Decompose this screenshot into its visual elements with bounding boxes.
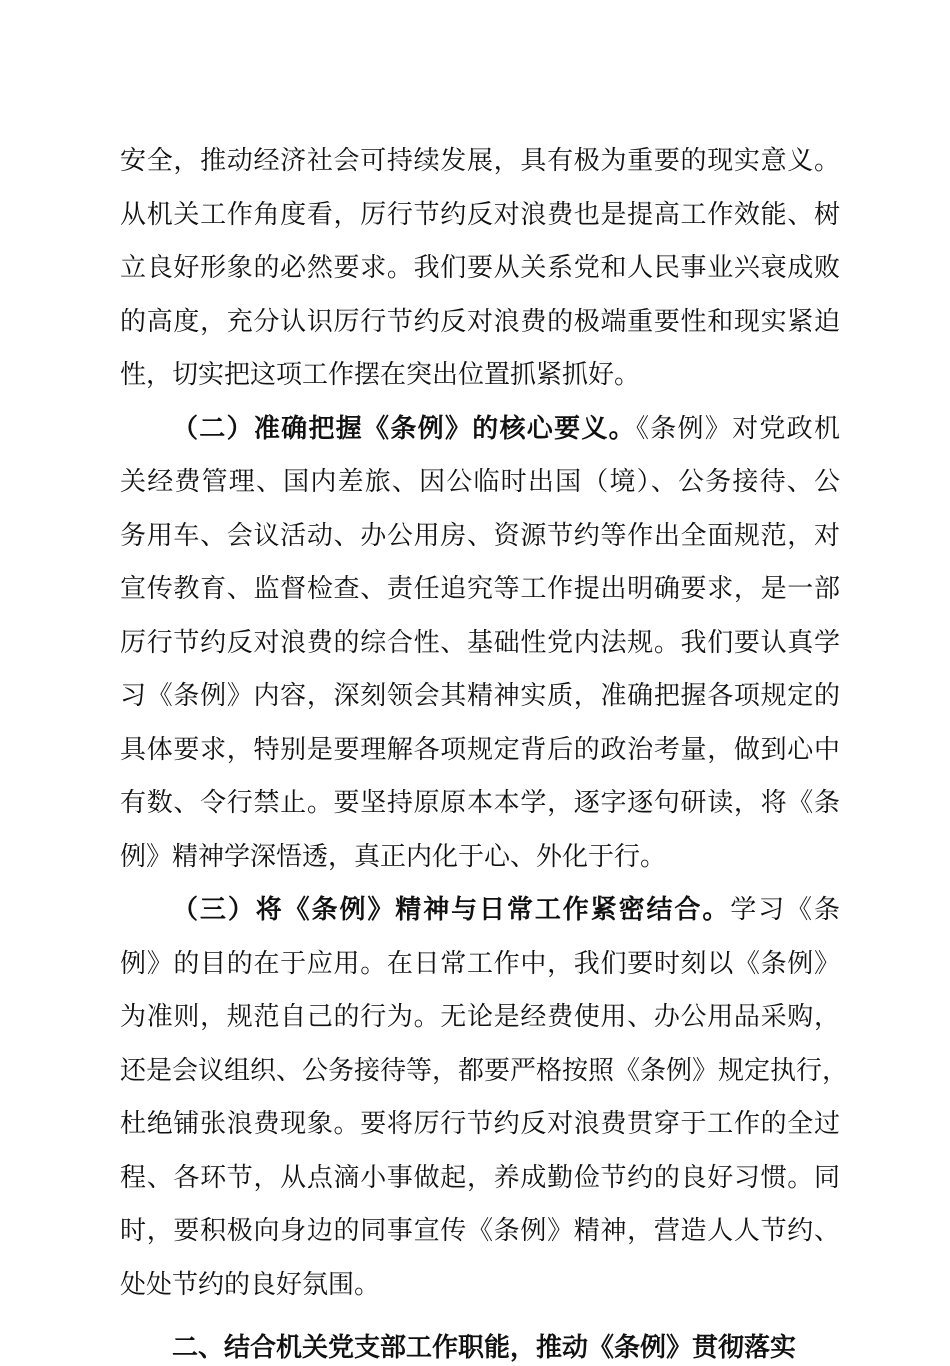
para2-line-7: 具体要求，特别是要理解各项规定背后的政治考量，做到心中 [120, 735, 840, 765]
para3-line-3: 为准则，规范自己的行为。无论是经费使用、办公用品采购， [120, 1002, 840, 1032]
para3-first-line-rest: 学习《条 [730, 895, 840, 925]
para3-line-5: 杜绝铺张浪费现象。要将厉行节约反对浪费贯穿于工作的全过 [120, 1109, 840, 1139]
para3-line-2: 例》的目的在于应用。在日常工作中，我们要时刻以《条例》 [120, 949, 840, 979]
para1-line-3: 立良好形象的必然要求。我们要从关系党和人民事业兴衰成败 [120, 253, 840, 283]
para2-line-8: 有数、令行禁止。要坚持原原本本学，逐字逐句研读，将《条 [120, 788, 840, 818]
para2-first-line-rest: 《条例》对党政机 [635, 414, 840, 444]
para2-line-4: 宣传教育、监督检查、责任追究等工作提出明确要求，是一部 [120, 574, 840, 604]
para3-line-7: 时，要积极向身边的同事宣传《条例》精神，营造人人节约、 [120, 1216, 840, 1246]
para3-first-line [172, 892, 840, 928]
para3-line-8: 处处节约的良好氛围。 [120, 1270, 381, 1300]
para1-line-4: 的高度，充分认识厉行节约反对浪费的极端重要性和现实紧迫 [120, 307, 840, 337]
para2-line-3: 务用车、会议活动、办公用房、资源节约等作出全面规范，对 [120, 521, 840, 551]
para1-line-2: 从机关工作角度看，厉行节约反对浪费也是提高工作效能、树 [120, 200, 840, 230]
para3-line-4: 还是会议组织、公务接待等，都要严格按照《条例》规定执行， [120, 1056, 849, 1086]
para2-heading: （二）准确把握《条例》的核心要义。 [172, 414, 636, 444]
para1-line-5: 性，切实把这项工作摆在突出位置抓紧抓好。 [120, 360, 641, 390]
para3-heading: （三）将《条例》精神与日常工作紧密结合。 [172, 895, 731, 925]
para2-line-6: 习《条例》内容，深刻领会其精神实质，准确把握各项规定的 [120, 681, 840, 711]
section-2-heading: 二、结合机关党支部工作职能，推动《条例》贯彻落实 [172, 1333, 797, 1363]
para2-line-9: 例》精神学深悟透，真正内化于心、外化于行。 [120, 842, 667, 872]
para2-line-2: 关经费管理、国内差旅、因公临时出国（境）、公务接待、公 [120, 467, 840, 497]
para2-first-line [172, 411, 840, 447]
para3-line-6: 程、各环节，从点滴小事做起，养成勤俭节约的良好习惯。同 [120, 1163, 840, 1193]
para2-line-5: 厉行节约反对浪费的综合性、基础性党内法规。我们要认真学 [120, 628, 840, 658]
para1-line-1: 安全，推动经济社会可持续发展，具有极为重要的现实意义。 [120, 146, 840, 176]
